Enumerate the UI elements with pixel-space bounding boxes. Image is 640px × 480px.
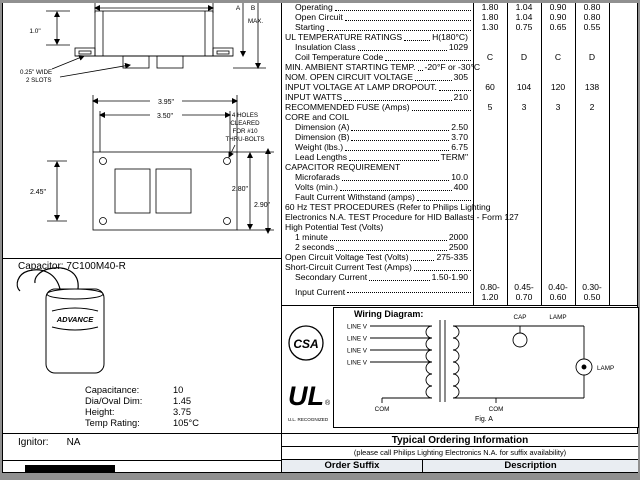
mounting-flange-left [75, 48, 95, 56]
csa-logo: CSA [293, 337, 319, 351]
dotted-leader [417, 200, 471, 201]
thru-bolt-hole [224, 218, 231, 225]
spec-col-value [507, 33, 541, 43]
dim-outer-height-label: 2.90" [254, 202, 271, 209]
dotted-leader [351, 130, 449, 131]
spec-col-value [575, 163, 609, 173]
dotted-leader [336, 250, 447, 251]
spec-label: Starting [295, 22, 325, 33]
spec-col-value [541, 163, 575, 173]
dotted-leader [345, 20, 471, 21]
slot-note-line2: 2 SLOTS [26, 77, 52, 84]
capacitor-spec-value: 10 [173, 385, 184, 395]
ordering-col-description: Description [423, 460, 638, 472]
spec-label: Fault Current Withstand (amps) [295, 192, 415, 203]
spec-col-value: 0.45- 0.70 [514, 282, 534, 303]
capacitor-spec-label: Dia/Oval Dim: [85, 396, 143, 406]
spec-col-value: C [554, 52, 562, 62]
spec-col-value [575, 63, 609, 73]
spec-label: Dimension (B) [295, 132, 350, 143]
spec-value: -20°F or -30°C [424, 62, 481, 73]
spec-col-value [473, 243, 507, 253]
ballast-base-outline [93, 152, 237, 230]
spec-label: INPUT WATTS [285, 92, 343, 103]
spec-col-value [541, 63, 575, 73]
spec-col-value [473, 183, 507, 193]
spec-label: NOM. OPEN CIRCUIT VOLTAGE [285, 72, 413, 83]
dotted-leader [404, 40, 430, 41]
spec-col-value: 0.90 [549, 2, 567, 12]
ordering-col-order-suffix: Order Suffix [282, 460, 423, 472]
spec-value: 3.70 [451, 132, 468, 143]
dotted-leader [340, 190, 452, 191]
dotted-leader [351, 140, 449, 141]
spec-value: 1029 [448, 42, 468, 53]
capacitor-spec-value: 105°C [173, 418, 199, 428]
line-terminal-label: LINE V [347, 359, 367, 367]
cap-terminal-label: CAP [513, 314, 527, 321]
spec-col-value: 5 [487, 102, 493, 112]
dotted-leader [349, 160, 439, 161]
spec-label: Open Circuit Voltage Test (Volts) [285, 252, 409, 263]
transformer-schematic [370, 320, 592, 403]
dotted-leader [327, 30, 471, 31]
dotted-leader [344, 100, 452, 101]
spec-col-value [541, 243, 575, 253]
dotted-leader [412, 110, 471, 111]
side-view-geometry [46, 3, 266, 77]
spec-col-value: 120 [550, 82, 566, 92]
spec-label: 2 seconds [295, 242, 335, 253]
com-terminal-label: COM [374, 406, 390, 413]
com-terminal-label: COM [488, 406, 504, 413]
spec-col-value [575, 173, 609, 183]
dotted-leader [418, 70, 423, 71]
spec-col-value: 3 [555, 102, 561, 112]
spec-col-value: 138 [584, 82, 600, 92]
spec-col-value [575, 183, 609, 193]
ignitor-section [18, 437, 80, 449]
spec-col-value [575, 193, 609, 203]
spec-col-value [507, 133, 541, 143]
dim-left-height-label: 2.45" [29, 189, 47, 196]
spec-col-value [507, 173, 541, 183]
capacitor-wire-lead [35, 268, 78, 289]
spec-col-value [541, 183, 575, 193]
spec-col-value [473, 173, 507, 183]
spec-label: Insulation Class [295, 42, 356, 53]
lamp-symbol-label: LAMP [597, 365, 615, 372]
spec-col-value [541, 253, 575, 263]
holes-note-line4: THRU-BOLTS [225, 136, 265, 143]
ordering-title: Typical Ordering Information [282, 433, 638, 447]
spec-value: 6.75 [451, 142, 468, 153]
spec-label: Volts (min.) [295, 182, 338, 193]
spec-col-value: 1.30 [481, 22, 499, 32]
spec-col-value [541, 113, 575, 123]
spec-value: 2000 [448, 232, 468, 243]
capacitor-spec-row [85, 385, 245, 396]
spec-col-value [473, 63, 507, 73]
spec-col-value [575, 33, 609, 43]
mounting-flange-right [213, 48, 233, 56]
capacitor-spec-label: Capacitance: [85, 385, 140, 395]
spec-value: 210 [453, 92, 468, 103]
spec-col-value [575, 233, 609, 243]
capacitor-spec-label: Height: [85, 407, 115, 417]
spec-col-value [575, 113, 609, 123]
ul-logo: UL [288, 381, 324, 411]
spec-col-value [575, 243, 609, 253]
dotted-leader [385, 60, 471, 61]
spec-label: MIN. AMBIENT STARTING TEMP. [285, 62, 416, 73]
spec-col-value [575, 263, 609, 273]
ballast-body [95, 11, 213, 56]
spec-col-value [541, 123, 575, 133]
spec-col-value [575, 153, 609, 163]
spec-value: 2500 [448, 242, 468, 253]
wiring-diagram-box [333, 307, 639, 428]
page-border-left [2, 3, 3, 473]
certification-logos [284, 321, 334, 427]
capacitor-brand-label: ADVANCE [56, 315, 94, 324]
spec-col-value [575, 143, 609, 153]
ballast-side-view-drawing [2, 3, 281, 95]
spec-value: 400 [453, 182, 468, 193]
dotted-leader [335, 10, 471, 11]
ul-registered-mark: ® [325, 400, 331, 407]
dim-b-max-label: MAX. [248, 18, 264, 25]
spec-col-value [541, 143, 575, 153]
spec-col-value: 3 [521, 102, 527, 112]
spec-col-value: 60 [485, 82, 495, 92]
capacitor-symbol [513, 333, 527, 347]
dotted-leader [342, 180, 449, 181]
spec-col-value [507, 243, 541, 253]
spec-col-value: 1.04 [515, 12, 533, 22]
lamp-terminal-label: LAMP [549, 314, 567, 321]
spec-col-value [473, 143, 507, 153]
dim-a-label: A [235, 5, 241, 12]
spec-label: CAPACITOR REQUIREMENT [285, 162, 401, 173]
spec-value: 275-335 [436, 252, 468, 263]
spec-col-value [473, 253, 507, 263]
spec-col-value: D [520, 52, 528, 62]
capacitor-spec-row [85, 396, 245, 407]
thru-bolt-hole [100, 218, 107, 225]
spec-label: Operating [295, 2, 333, 13]
dim-inner-height-label: 2.80" [231, 186, 248, 193]
core-window-left [115, 169, 150, 213]
secondary-winding [453, 326, 459, 398]
spec-col-value [507, 253, 541, 263]
spec-col-value [575, 123, 609, 133]
spec-col-value: 0.55 [583, 22, 601, 32]
holes-note-line3: FOR #10 [232, 128, 258, 135]
spec-col-value: 0.80 [583, 2, 601, 12]
spec-col-value [473, 113, 507, 123]
dim-b-label: B [250, 5, 256, 12]
spec-col-value: 0.75 [515, 22, 533, 32]
wiring-schematic [334, 308, 638, 427]
figure-label: Fig. A [475, 416, 493, 423]
holes-note-line1: 4 HOLES [231, 112, 259, 119]
spec-col-value: 0.40- 0.60 [548, 282, 568, 303]
capacitor-can [46, 289, 104, 373]
spec-col-value [541, 133, 575, 143]
spec-col-value [507, 153, 541, 163]
spec-col-value [541, 173, 575, 183]
spec-col-value [541, 153, 575, 163]
spec-label: Short-Circuit Current Test (Amps) [285, 262, 412, 273]
spec-col-value [541, 263, 575, 273]
spec-row [282, 283, 638, 303]
filled-table-cell [25, 465, 115, 472]
dotted-leader [411, 260, 435, 261]
spec-col-value [473, 233, 507, 243]
dotted-leader [345, 150, 449, 151]
spec-label: High Potential Test (Volts) [285, 222, 384, 233]
dotted-leader [415, 80, 452, 81]
spec-col-value [541, 193, 575, 203]
capacitor-spec-value: 3.75 [173, 407, 192, 417]
spec-col-value [575, 253, 609, 263]
spec-col-value [507, 263, 541, 273]
section-divider [2, 460, 281, 461]
spec-col-value: 0.30- 0.50 [582, 282, 602, 303]
ul-recognized-caption: U.L. RECOGNIZED [287, 417, 329, 422]
spec-col-value: C [486, 52, 494, 62]
spec-col-value: 104 [516, 82, 532, 92]
spec-value: TERM" [440, 152, 468, 163]
capacitor-title: Capacitor: 7C100M40-R [18, 261, 126, 272]
spec-label: Open Circuit [295, 12, 343, 23]
mounting-slot-left [79, 51, 91, 54]
mounting-foot-right [157, 56, 183, 68]
spec-label: Input Current [295, 287, 346, 298]
spec-col-value [507, 123, 541, 133]
spec-label: Lead Lengths [295, 152, 348, 163]
capacitor-spec-row [85, 418, 245, 429]
spec-panel [281, 3, 638, 473]
spec-col-value [507, 143, 541, 153]
spec-label: 60 Hz TEST PROCEDURES (Refer to Philips Lighting [285, 202, 491, 213]
spec-value: 305 [453, 72, 468, 83]
dim-height-label: 1.0" [29, 28, 41, 35]
section-divider [2, 433, 281, 434]
ordering-section [282, 433, 638, 473]
capacitor-specs [85, 385, 245, 429]
spec-label: Coil Temperature Code [295, 52, 384, 63]
spec-label: 1 minute [295, 232, 328, 243]
ordering-header-row [282, 459, 638, 473]
spec-col-value: 0.65 [549, 22, 567, 32]
spec-col-value [473, 263, 507, 273]
spec-row-left [282, 283, 473, 303]
dotted-leader [347, 292, 471, 293]
spec-col-value: 0.80- 1.20 [480, 282, 500, 303]
spec-col-value [507, 63, 541, 73]
spec-label: Secondary Current [295, 272, 368, 283]
spec-col-value [473, 163, 507, 173]
spec-col-value [507, 233, 541, 243]
spec-col-value [507, 163, 541, 173]
section-divider [2, 258, 281, 259]
spec-col-value: 0.90 [549, 12, 567, 22]
dotted-leader [330, 240, 447, 241]
spec-value: H(180°C) [432, 32, 468, 43]
dotted-leader [439, 90, 471, 91]
thru-bolt-hole [224, 158, 231, 165]
dotted-leader [358, 50, 447, 51]
spec-col-value: 1.04 [515, 2, 533, 12]
slot-note-line1: 0.25" WIDE [20, 69, 53, 76]
spec-col-value [575, 133, 609, 143]
spec-col-value: D [588, 52, 596, 62]
spec-row-left [282, 273, 473, 283]
spec-col-value: 1.80 [481, 12, 499, 22]
line-terminal-label: LINE V [347, 347, 367, 355]
ignitor-label: Ignitor: [18, 437, 49, 448]
spec-value: 2.50 [451, 122, 468, 133]
spec-label: RECOMMENDED FUSE (Amps) [285, 102, 410, 113]
dotted-leader [369, 280, 430, 281]
mounting-slot-right [217, 51, 229, 54]
spec-table [282, 3, 638, 305]
dim-outer-width-label: 3.95" [157, 99, 175, 106]
capacitor-wire-lead [17, 270, 60, 291]
spec-col-value [541, 33, 575, 43]
dotted-leader [414, 270, 471, 271]
mounting-foot-left [123, 56, 149, 68]
spec-col-value [473, 153, 507, 163]
spec-label: INPUT VOLTAGE AT LAMP DROPOUT. [285, 82, 437, 93]
ordering-subtitle: (please call Philips Lighting Electronics N.A. for suffix availability) [353, 448, 567, 457]
section-divider [282, 305, 638, 306]
spec-col-value: 1.80 [481, 2, 499, 12]
thru-bolt-hole [100, 158, 107, 165]
spec-label: Weight (lbs.) [295, 142, 344, 153]
wiring-diagram-title: Wiring Diagram: [354, 309, 424, 319]
spec-col-value [473, 133, 507, 143]
spec-col-value [473, 33, 507, 43]
spec-col-value [507, 193, 541, 203]
datasheet-page [2, 3, 638, 473]
holes-note-line2: CLEARED [230, 120, 260, 127]
line-terminal-label: LINE V [347, 335, 367, 343]
spec-label: UL TEMPERATURE RATINGS [285, 32, 403, 43]
spec-value: 1.50-1.90 [431, 272, 468, 283]
spec-col-value [541, 233, 575, 243]
ignitor-value: NA [66, 437, 81, 448]
spec-value: 10.0 [451, 172, 468, 183]
spec-col-value: 2 [589, 102, 595, 112]
dim-inner-width-label: 3.50" [156, 113, 174, 120]
line-terminal-label: LINE V [347, 323, 367, 331]
spec-col-value [507, 113, 541, 123]
spec-label: Dimension (A) [295, 122, 350, 133]
spec-col-value [507, 183, 541, 193]
capacitor-spec-value: 1.45 [173, 396, 192, 406]
capacitor-spec-row [85, 407, 245, 418]
spec-label: Electronics N.A. TEST Procedure for HID Ballasts - Form 127 [285, 212, 519, 223]
core-window-right [156, 169, 191, 213]
spec-label: Microfarads [295, 172, 340, 183]
spec-label: CORE and COIL [285, 112, 349, 123]
spec-col-value: 0.80 [583, 12, 601, 22]
capacitor-spec-label: Temp Rating: [85, 418, 140, 428]
spec-col-value [473, 123, 507, 133]
ballast-bottom-view-drawing [2, 95, 281, 258]
